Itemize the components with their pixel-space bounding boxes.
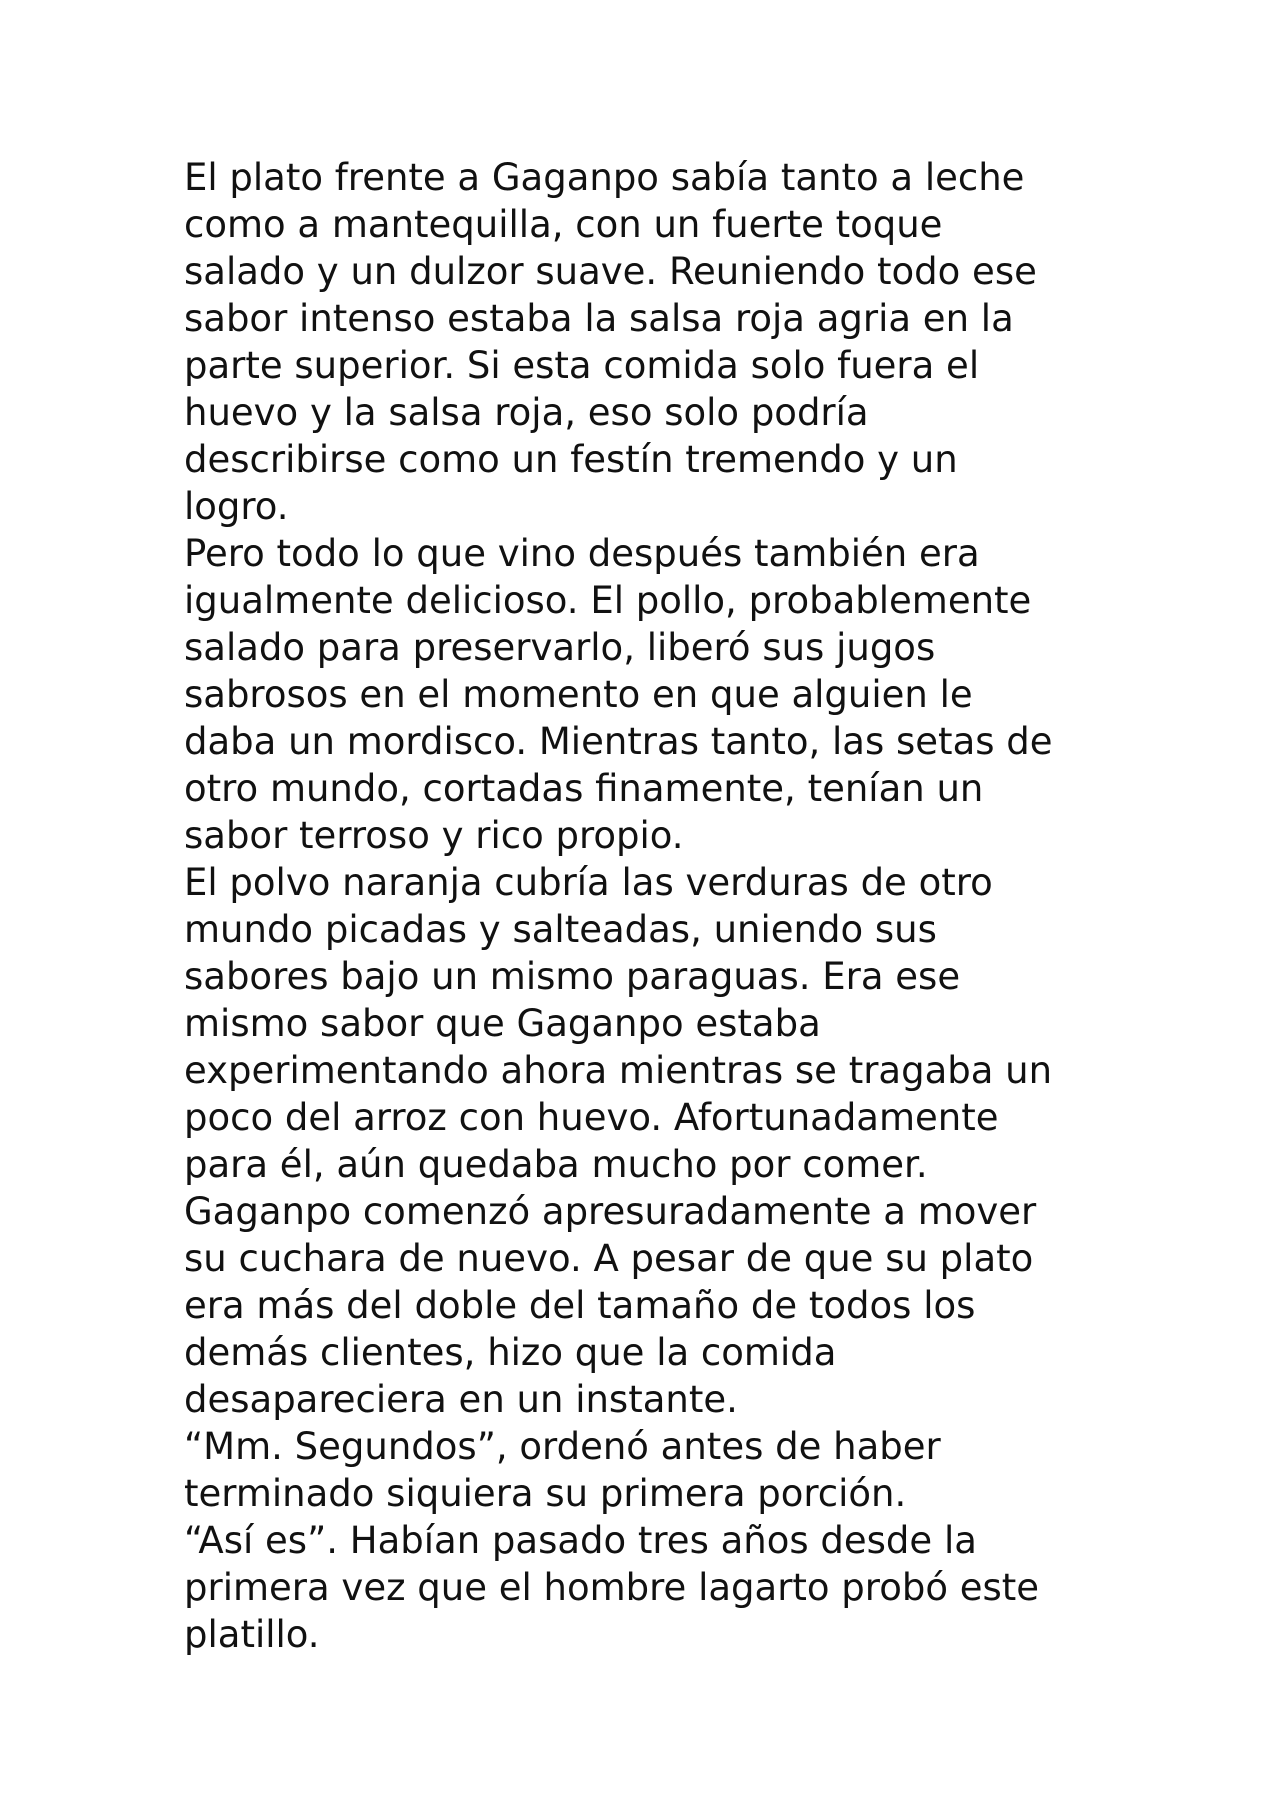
text-line: salado para preservarlo, liberó sus jugos	[184, 626, 936, 669]
text-line: Pero todo lo que vino después también era	[184, 532, 980, 575]
text-line: experimentando ahora mientras se tragaba un	[184, 1049, 1053, 1092]
text-line: Gaganpo comenzó apresuradamente a mover	[184, 1190, 1037, 1233]
text-line: sabrosos en el momento en que alguien le	[184, 673, 973, 716]
text-line: platillo.	[184, 1613, 320, 1656]
text-line: “Así es”. Habían pasado tres años desde la	[184, 1519, 977, 1562]
text-line: “Mm. Segundos”, ordenó antes de haber	[184, 1425, 941, 1468]
text-line: mundo picadas y salteadas, uniendo sus	[184, 908, 937, 951]
text-line: su cuchara de nuevo. A pesar de que su plato	[184, 1237, 1034, 1280]
text-line: otro mundo, cortadas finamente, tenían un	[184, 767, 984, 810]
text-line: primera vez que el hombre lagarto probó este	[184, 1566, 1040, 1609]
text-line: parte superior. Si esta comida solo fuera el	[184, 344, 980, 387]
text-line: era más del doble del tamaño de todos los	[184, 1284, 976, 1327]
text-line: describirse como un festín tremendo y un	[184, 438, 958, 481]
text-line: mismo sabor que Gaganpo estaba	[184, 1002, 821, 1045]
text-line: logro.	[184, 485, 289, 528]
text-line: poco del arroz con huevo. Afortunadamente	[184, 1096, 999, 1139]
body-text	[184, 154, 1124, 1658]
text-line: como a mantequilla, con un fuerte toque	[184, 203, 943, 246]
text-line: para él, aún quedaba mucho por comer.	[184, 1143, 928, 1186]
text-line: El polvo naranja cubría las verduras de otro	[184, 861, 993, 904]
text-line: sabor intenso estaba la salsa roja agria en la	[184, 297, 1014, 340]
text-line: igualmente delicioso. El pollo, probablemente	[184, 579, 1032, 622]
text-line: sabores bajo un mismo paraguas. Era ese	[184, 955, 961, 998]
text-line: daba un mordisco. Mientras tanto, las setas de	[184, 720, 1053, 763]
text-line: El plato frente a Gaganpo sabía tanto a leche	[184, 156, 1025, 199]
text-line: desapareciera en un instante.	[184, 1378, 738, 1421]
text-line: terminado siquiera su primera porción.	[184, 1472, 907, 1515]
text-line: huevo y la salsa roja, eso solo podría	[184, 391, 869, 434]
text-line: demás clientes, hizo que la comida	[184, 1331, 837, 1374]
text-line: sabor terroso y rico propio.	[184, 814, 684, 857]
text-line: salado y un dulzor suave. Reuniendo todo ese	[184, 250, 1037, 293]
